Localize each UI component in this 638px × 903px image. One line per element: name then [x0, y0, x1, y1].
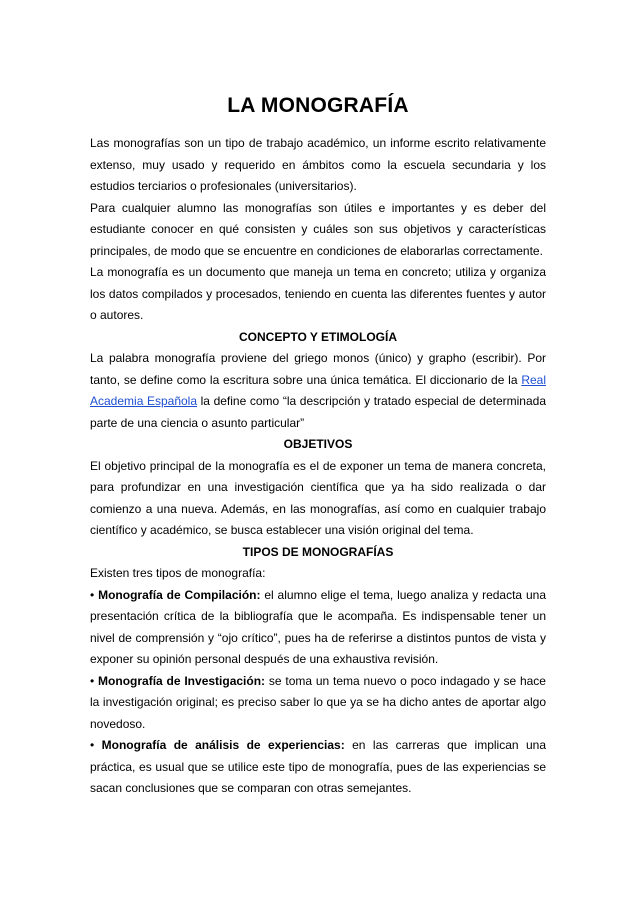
concepto-text-before-link: La palabra monografía proviene del griego monos (único) y grapho (escribir). Por tanto, se define como la escritura sobre una única temática. El diccionario de la — [90, 351, 546, 387]
tipo-text-experiencias: en las carreras que implican una práctica, es usual que se utilice este tipo de monografía, pues de las experiencias se sacan conclusiones que se comparan con otras semejantes. — [90, 738, 546, 795]
heading-objetivos: OBJETIVOS — [283, 437, 353, 451]
intro-paragraph-2: Para cualquier alumno las monografías son útiles e importantes y es deber del estudiante conocer en qué consisten y cuáles son sus objetivos y características principales, de modo que se encuentre en condiciones de elaborarlas correctamente. — [90, 200, 546, 258]
tipo-text-compilacion: el alumno elige el tema, luego analiza y redacta una presentación crítica de la bibliografía que le acompaña. Es indispensable tener un nivel de comprensión y “ojo crítico”, pues ha de referirse a distintos puntos de vista y exponer su opinión personal después de una exhaustiva revisión. — [90, 587, 546, 666]
rae-link[interactable]: Real Academia Española — [90, 372, 546, 408]
tipo-label-experiencias: Monografía de análisis de experiencias: — [101, 738, 345, 752]
intro-paragraph-3: La monografía es un documento que maneja un tema en concreto; utiliza y organiza los datos compilados y procesados, teniendo en cuenta las diferentes fuentes y autor o autores. — [90, 265, 546, 322]
tipo-item-investigacion — [90, 671, 546, 736]
bullet: • — [90, 587, 95, 602]
tipo-text-investigacion: se toma un tema nuevo o poco indagado y se hace la investigación original; es preciso saber lo que ya se ha dicho antes de aportar algo novedoso. — [90, 673, 546, 731]
concepto-text-after-link: la define como “la descripción y tratado especial de determinada parte de una ciencia o asunto particular” — [90, 394, 546, 430]
intro-paragraph-1: Las monografías son un tipo de trabajo académico, un informe escrito relativamente extenso, muy usado y requerido en ámbitos como la escuela secundaria y los estudios terciarios o profesionales (universitarios). — [90, 136, 546, 193]
tipo-item-experiencias — [90, 735, 546, 800]
tipo-label-compilacion: Monografía de Compilación: — [98, 587, 261, 602]
bullet: • — [90, 738, 95, 752]
objetivos-paragraph: El objetivo principal de la monografía es el de exponer un tema de manera concreta, para profundizar en una investigación científica que ya ha sido realizada o dar comienzo a una nueva. Además, en las monografías, así como en cualquier trabajo científico y académico, se busca establecer una visión original del tema. — [90, 458, 546, 537]
tipo-item-compilacion — [90, 585, 546, 671]
heading-concepto: CONCEPTO Y ETIMOLOGÍA — [238, 329, 398, 344]
concepto-paragraph — [90, 348, 546, 434]
bullet: • — [90, 673, 95, 688]
heading-tipos: TIPOS DE MONOGRAFÍAS — [242, 544, 394, 559]
document-title: LA MONOGRAFÍA — [227, 94, 409, 117]
document-page — [90, 93, 546, 800]
tipos-intro: Existen tres tipos de monografía: — [90, 566, 266, 580]
tipo-label-investigacion: Monografía de Investigación: — [98, 673, 266, 688]
